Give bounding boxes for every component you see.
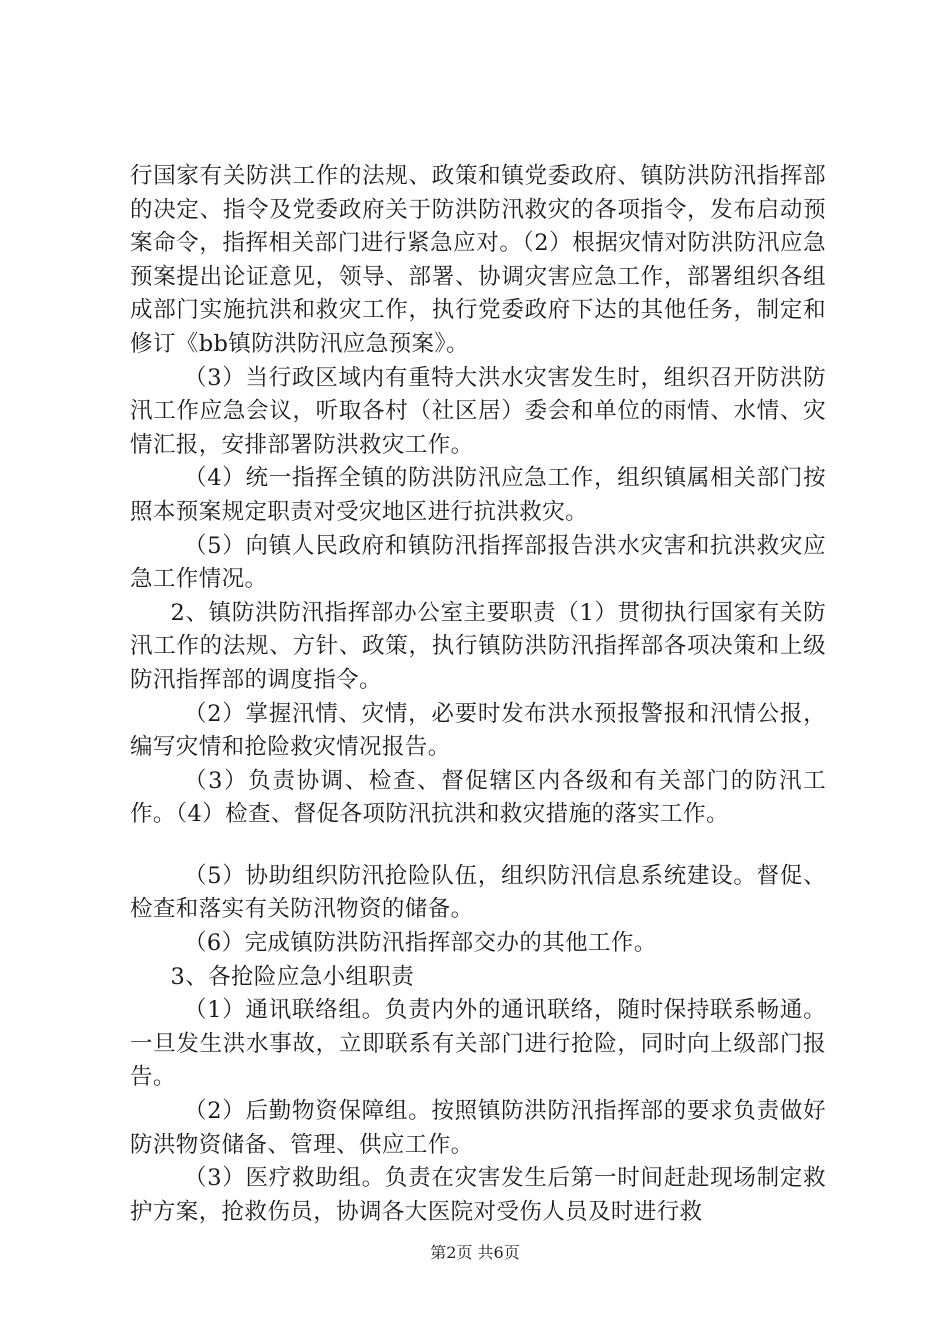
document-body bbox=[130, 160, 826, 1229]
paragraph: （6）完成镇防洪防汛指挥部交办的其他工作。 bbox=[184, 930, 657, 957]
paragraph: （2）后勤物资保障组。按照镇防洪防汛指挥部的要求负责做好防洪物资储备、管理、供应工作。 bbox=[130, 1098, 826, 1158]
paragraph: （3）当行政区域内有重特大洪水灾害发生时，组织召开防洪防汛工作应急会议，听取各村（社区居）委会和单位的雨情、水情、灾情汇报，安排部署防洪救灾工作。 bbox=[130, 364, 826, 458]
paragraph-spacer bbox=[130, 832, 826, 860]
paragraph: （1）通讯联络组。负责内外的通讯联络，随时保持联系畅通。一旦发生洪水事故，立即联系有关部门进行抢险，同时向上级部门报告。 bbox=[130, 997, 826, 1091]
paragraph: （3）医疗救助组。负责在灾害发生后第一时间赶赴现场制定救护方案，抢救伤员，协调各大医院对受伤人员及时进行救 bbox=[130, 1165, 826, 1225]
paragraph: 行国家有关防洪工作的法规、政策和镇党委政府、镇防洪防汛指挥部的决定、指令及党委政府关于防洪防汛救灾的各项指令，发布启动预案命令，指挥相关部门进行紧急应对。（2）根据灾情对防洪防汛应急预案提出论证意见，领导、部署、协调灾害应急工作，部署组织各组成部门实施抗洪和救灾工作，执行党委政府下达的其他任务，制定和修订《bb镇防洪防汛应急预案》。 bbox=[130, 163, 826, 357]
paragraph: （4）统一指挥全镇的防洪防汛应急工作，组织镇属相关部门按照本预案规定职责对受灾地区进行抗洪救灾。 bbox=[130, 465, 826, 525]
page-number-footer: 第2页 共6页 bbox=[430, 1243, 520, 1262]
paragraph: （2）掌握汛情、灾情，必要时发布洪水预报警报和汛情公报，编写灾情和抢险救灾情况报告。 bbox=[130, 700, 826, 761]
paragraph: （5）协助组织防汛抢险队伍，组织防汛信息系统建设。督促、检查和落实有关防汛物资的储备。 bbox=[130, 862, 826, 923]
paragraph: 2、镇防洪防汛指挥部办公室主要职责（1）贯彻执行国家有关防汛工作的法规、方针、政策，执行镇防洪防汛指挥部各项决策和上级防汛指挥部的调度指令。 bbox=[130, 599, 826, 693]
section-heading: 3、各抢险应急小组职责 bbox=[170, 963, 415, 990]
paragraph: （3）负责协调、检查、督促辖区内各级和有关部门的防汛工作。（4）检查、督促各项防汛抗洪和救灾措施的落实工作。 bbox=[130, 767, 826, 828]
paragraph: （5）向镇人民政府和镇防汛指挥部报告洪水灾害和抗洪救灾应急工作情况。 bbox=[130, 532, 826, 593]
